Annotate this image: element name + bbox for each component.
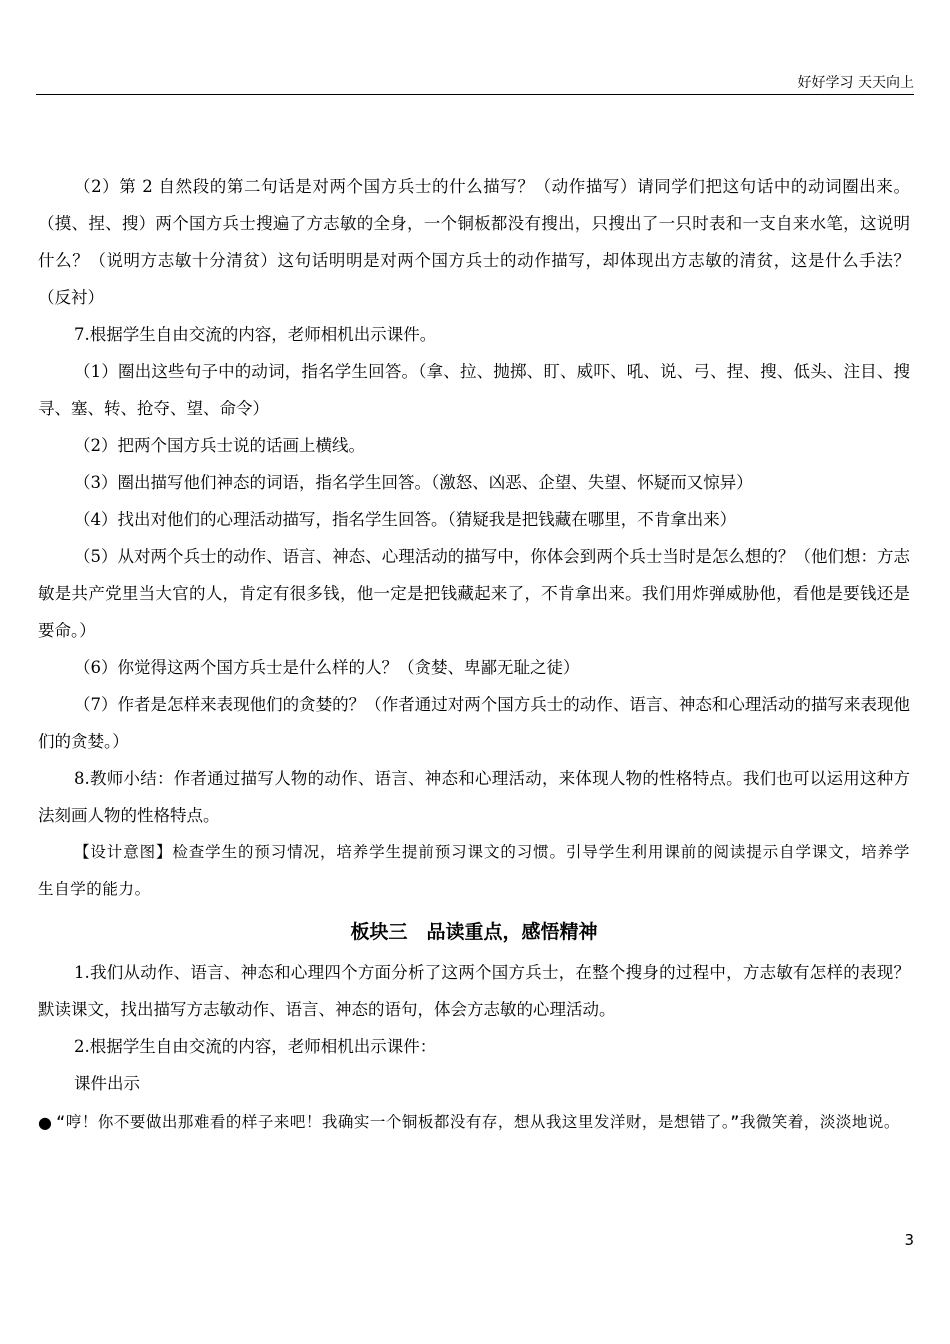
paragraph-soldiers-thoughts: （5）从对两个兵士的动作、语言、神态、心理活动的描写中，你体会到两个兵士当时是怎么想的？（他们想：方志敏是共产党里当大官的人，肯定有很多钱，他一定是把钱藏起来了，不肯拿出来。我们用炸弹威胁他，看他是要钱还是要命。） [38, 547, 910, 640]
paragraph-author-technique: （7）作者是怎样来表现他们的贪婪的？（作者通过对两个国方兵士的动作、语言、神态和心理活动的描写来表现他们的贪婪。） [38, 695, 910, 751]
design-intent: 【设计意图】检查学生的预习情况，培养学生提前预习课文的习惯。引导学生利用课前的阅读提示自学课文，培养学生自学的能力。 [38, 843, 910, 898]
section-title: 板块三 品读重点，感悟精神 [350, 921, 598, 943]
document-body [38, 168, 910, 1141]
paragraph-underline-speech: （2）把两个国方兵士说的话画上横线。 [74, 436, 365, 455]
section-paragraph-1: 1.我们从动作、语言、神态和心理四个方面分析了这两个国方兵士，在整个搜身的过程中，方志敏有怎样的表现？默读课文，找出描写方志敏动作、语言、神态的语句，体会方志敏的心理活动。 [38, 963, 910, 1019]
courseware-label: 课件出示 [74, 1074, 140, 1093]
page-number: 3 [904, 1231, 914, 1249]
paragraph-step-7: 7.根据学生自由交流的内容，老师相机出示课件。 [74, 325, 437, 344]
paragraph-soldiers-character: （6）你觉得这两个国方兵士是什么样的人？（贪婪、卑鄙无耻之徒） [74, 658, 580, 677]
quote-item [38, 1104, 910, 1141]
paragraph-psychology: （4）找出对他们的心理活动描写，指名学生回答。（猜疑我是把钱藏在哪里，不肯拿出来） [74, 510, 737, 529]
paragraph-verbs: （1）圈出这些句子中的动词，指名学生回答。（拿、拉、抛掷、盯、威吓、吼、说、弓、捏、搜、低头、注目、搜寻、塞、转、抢夺、望、命令） [38, 362, 910, 418]
bullet-icon: ● [38, 1113, 52, 1132]
paragraph-expression-words: （3）圈出描写他们神态的词语，指名学生回答。（激怒、凶恶、企望、失望、怀疑而又惊异） [74, 473, 753, 492]
paragraph-2-action-description: （2）第 2 自然段的第二句话是对两个国方兵士的什么描写？（动作描写）请同学们把这句话中的动词圈出来。（摸、捏、搜）两个国方兵士搜遍了方志敏的全身，一个铜板都没有搜出，只搜出了一只时表和一支自来水笔，这说明什么？（说明方志敏十分清贫）这句话明明是对两个国方兵士的动作描写，却体现出方志敏的清贫，这是什么手法？（反衬） [38, 177, 910, 307]
section-paragraph-2: 2.根据学生自由交流的内容，老师相机出示课件： [74, 1037, 437, 1056]
quote-text: “哼！你不要做出那难看的样子来吧！我确实一个铜板都没有存，想从我这里发洋财，是想错了。”我微笑着，淡淡地说。 [56, 1113, 900, 1131]
header-divider [36, 94, 914, 95]
paragraph-teacher-summary: 8.教师小结：作者通过描写人物的动作、语言、神态和心理活动，来体现人物的性格特点。我们也可以运用这种方法刻画人物的性格特点。 [38, 769, 910, 825]
header-slogan: 好好学习 天天向上 [797, 75, 914, 91]
